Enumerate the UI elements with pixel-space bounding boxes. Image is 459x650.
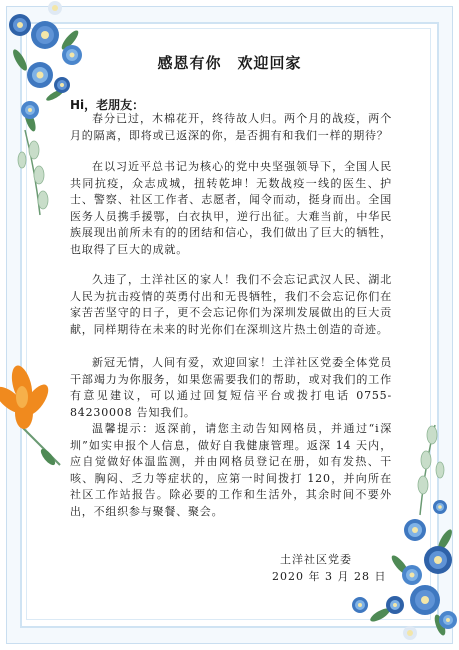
- paragraph-welcome-family: 久违了，土洋社区的家人！我们不会忘记武汉人民、湖北人民为抗击疫情的英勇付出和无畏牺牲，我们不会忘记你们在家苦苦坚守的日子，更不会忘记你们为深圳发展做出的巨大贡献，同样期待在未来的时光你们在深圳这片热土创造的奇迹。: [70, 273, 392, 336]
- letter-date: 2020 年 3 月 28 日: [272, 570, 387, 583]
- paragraph-warm-reminder: 温馨提示：返深前，请您主动告知网格员，并通过“i深圳”如实申报个人信息，做好自我健康管理。返深 14 天内，应自觉做好体温监测，并由网格员登记在册，如有发热、干咳、胸闷、乏力等症状的，应第一时间拨打 120，并向所在社区工作站报告。除必要的工作和生活外，其余时间不要外出，不组织参与聚餐、聚会。: [70, 422, 392, 518]
- paragraph-service-contact: 新冠无情，人间有爱，欢迎回家！土洋社区党委全体党员干部竭力为你服务，如果您需要我们的帮助，或对我们的工作有意见建议，可以通过回复短信平台或拨打电话 0755-84230008 告知我们。: [70, 356, 392, 419]
- letter-signature: 土洋社区党委: [280, 553, 352, 566]
- paragraph-spring: 春分已过，木棉花开，终待故人归。两个月的战疫，两个月的隔离，即将或已返深的你，是否拥有和我们一样的期待？: [70, 112, 392, 142]
- letter-greeting: Hi，老朋友：: [70, 98, 145, 112]
- letter-title: 感恩有你 欢迎回家: [157, 54, 302, 72]
- orange-flower-icon: [0, 365, 70, 475]
- paragraph-fight-epidemic: 在以习近平总书记为核心的党中央坚强领导下，全国人民共同抗疫，众志成城，扭转乾坤！无数战疫一线的医生、护士、警察、社区工作者、志愿者，闻令而动，挺身而出。全国医务人员携手援鄂，白衣执甲，逆行出征。大难当前，中华民族展现出前所未有的的团结和信心，我们做出了巨大的牺牲，也取得了巨大的成就。: [70, 160, 392, 256]
